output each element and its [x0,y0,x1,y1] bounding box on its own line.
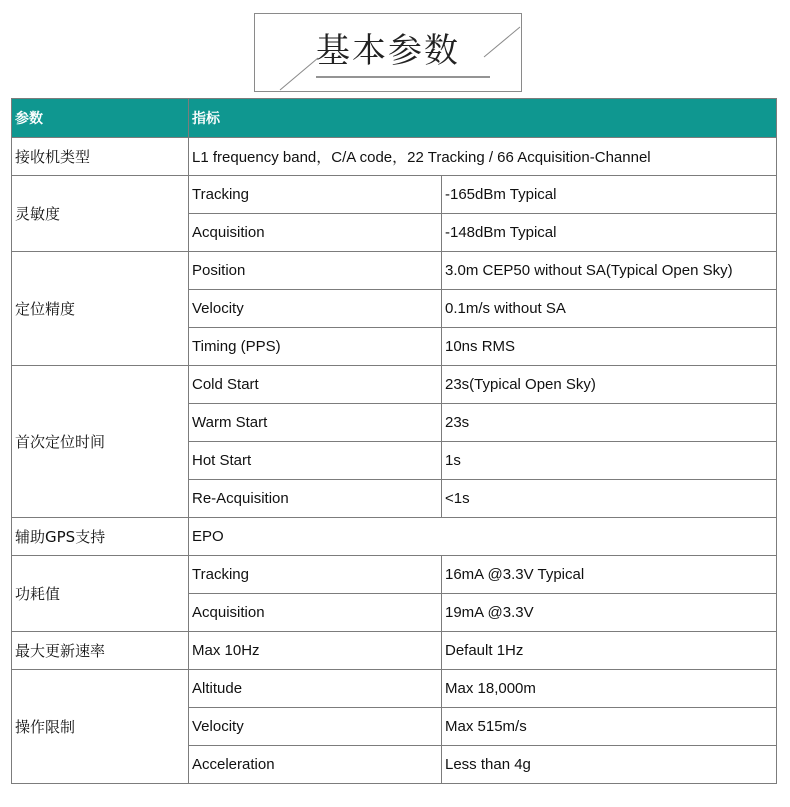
table-row [12,252,777,290]
sub-param: Acquisition [189,594,442,632]
param-accuracy: 定位精度 [12,252,189,366]
spec-table [11,98,777,784]
table-row [12,366,777,404]
value-cell: 0.1m/s without SA [442,290,777,328]
param-power: 功耗值 [12,556,189,632]
value-cell: 19mA @3.3V [442,594,777,632]
param-update-rate: 最大更新速率 [12,632,189,670]
param-sensitivity: 灵敏度 [12,176,189,252]
table-row [12,138,777,176]
value-cell: Max 18,000m [442,670,777,708]
sub-param: Acceleration [189,746,442,784]
table-row [12,518,777,556]
sub-param: Warm Start [189,404,442,442]
sub-param: Velocity [189,290,442,328]
header-param: 参数 [12,99,189,138]
sub-param: Altitude [189,670,442,708]
value-cell: 3.0m CEP50 without SA(Typical Open Sky) [442,252,777,290]
title-block [254,13,522,92]
page-title: 基本参数 [316,31,460,71]
sub-param: Tracking [189,176,442,214]
sub-param: Re-Acquisition [189,480,442,518]
value-cell: Default 1Hz [442,632,777,670]
value-cell: 23s [442,404,777,442]
value-agps: EPO [189,518,777,556]
value-cell: <1s [442,480,777,518]
value-receiver-type: L1 frequency band，C/A code，22 Tracking / 66 Acquisition-Channel [189,138,777,176]
param-ttff: 首次定位时间 [12,366,189,518]
value-cell: 16mA @3.3V Typical [442,556,777,594]
sub-param: Timing (PPS) [189,328,442,366]
value-cell: 1s [442,442,777,480]
sub-param: Max 10Hz [189,632,442,670]
value-cell: -165dBm Typical [442,176,777,214]
sub-param: Position [189,252,442,290]
table-row [12,670,777,708]
value-cell: Max 515m/s [442,708,777,746]
sub-param: Acquisition [189,214,442,252]
param-operation-limits: 操作限制 [12,670,189,784]
table-row [12,176,777,214]
sub-param: Tracking [189,556,442,594]
header-spec: 指标 [189,99,777,138]
param-receiver-type: 接收机类型 [12,138,189,176]
sub-param: Hot Start [189,442,442,480]
value-cell: 23s(Typical Open Sky) [442,366,777,404]
value-cell: 10ns RMS [442,328,777,366]
table-header-row [12,99,777,138]
table-row [12,556,777,594]
param-agps: 辅助GPS支持 [12,518,189,556]
value-cell: -148dBm Typical [442,214,777,252]
sub-param: Velocity [189,708,442,746]
sub-param: Cold Start [189,366,442,404]
table-row [12,632,777,670]
value-cell: Less than 4g [442,746,777,784]
